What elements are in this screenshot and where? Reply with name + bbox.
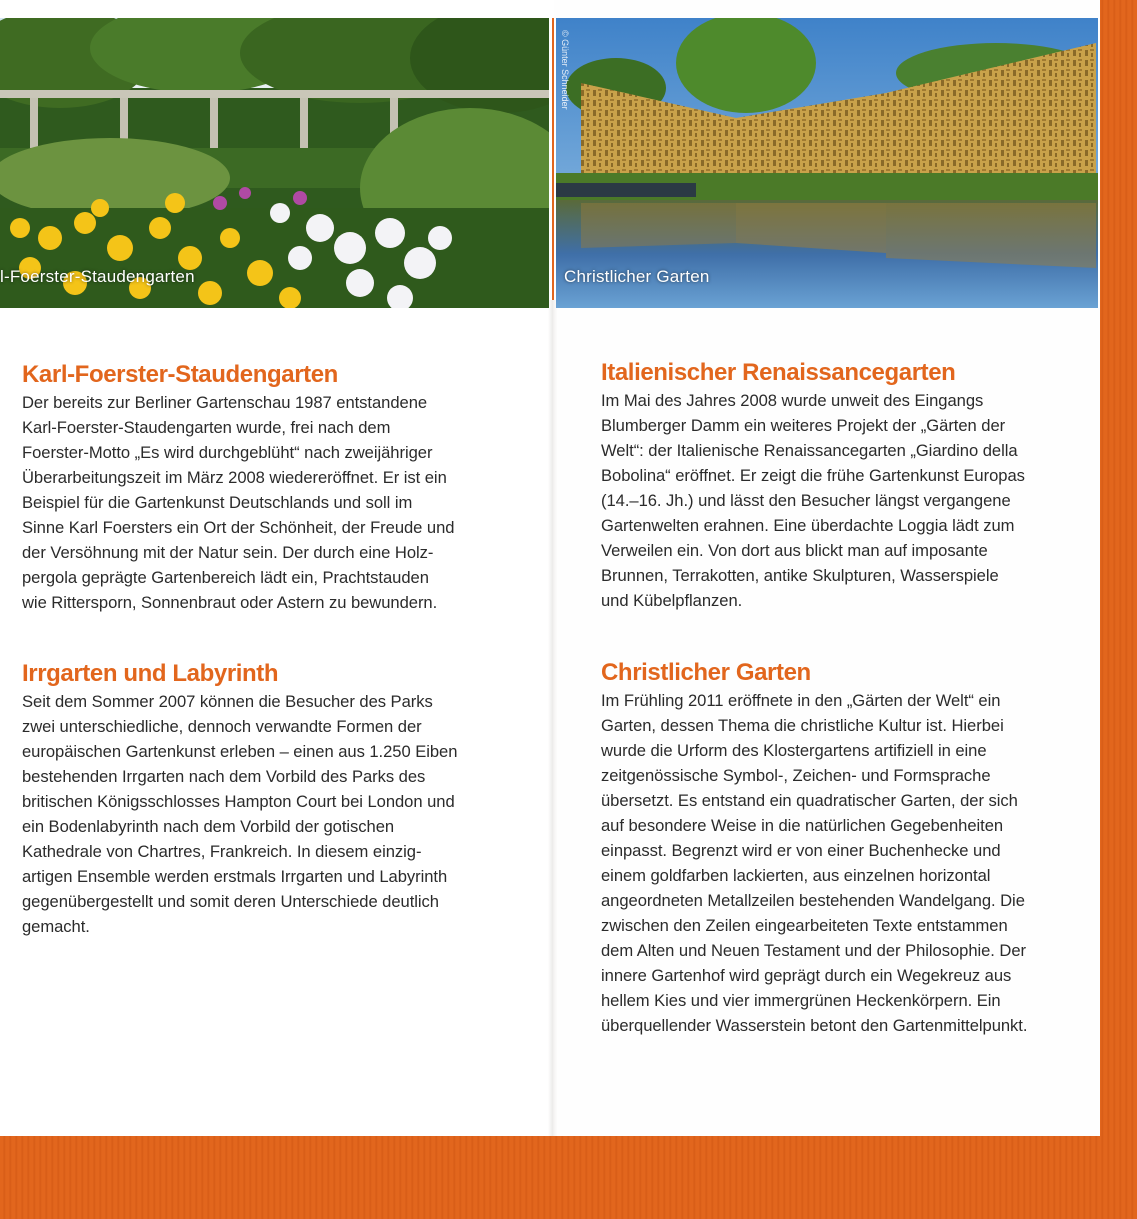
section-title: Christlicher Garten (601, 659, 811, 686)
section-body (22, 390, 502, 615)
section-title: Irrgarten und Labyrinth (22, 660, 279, 687)
section-title: Karl-Foerster-Staudengarten (22, 361, 338, 388)
text-line: Gartenwelten erahnen. Eine überdachte Loggia lädt zum (601, 516, 1015, 535)
section-irrgarten (22, 659, 502, 939)
text-line: innere Gartenhof wird geprägt durch ein Wegekreuz aus (601, 966, 1012, 985)
text-line: überquellender Wasserstein betont den Gartenmittelpunkt. (601, 1016, 1028, 1035)
text-line: europäischen Gartenkunst erleben – einen aus 1.250 Eiben (22, 742, 458, 761)
section-body (22, 689, 502, 939)
text-line: Überarbeitungszeit im März 2008 wiedereröffnet. Er ist ein (22, 468, 447, 487)
page-fold (548, 300, 558, 1136)
text-line: Im Mai des Jahres 2008 wurde unweit des Eingangs (601, 391, 984, 410)
photo-credit: © Günter Schneider (560, 30, 570, 110)
section-body (601, 688, 1081, 1038)
text-line: Blumberger Damm ein weiteres Projekt der „Gärten der (601, 416, 1006, 435)
text-line: wie Rittersporn, Sonnenbraut oder Astern zu bewundern. (22, 593, 438, 612)
text-line: Kathedrale von Chartres, Frankreich. In diesem einzig- (22, 842, 422, 861)
text-line: Garten, dessen Thema die christliche Kultur ist. Hierbei (601, 716, 1004, 735)
photo-staudengarten (0, 18, 549, 308)
text-line: Brunnen, Terrakotten, antike Skulpturen, Wasserspiele (601, 566, 999, 585)
text-line: ein Bodenlabyrinth nach dem Vorbild der gotischen (22, 817, 395, 836)
text-line: gemacht. (22, 917, 90, 936)
section-body (601, 388, 1081, 613)
text-line: auf besondere Weise in die natürlichen Gegebenheiten (601, 816, 1004, 835)
text-line: Bobolina“ eröffnet. Er zeigt die frühe Gartenkunst Europas (601, 466, 1025, 485)
section-karl-foerster (22, 360, 502, 615)
text-line: hellem Kies und vier immergrünen Heckenkörpern. Ein (601, 991, 1001, 1010)
text-line: Im Frühling 2011 eröffnete in den „Gärten der Welt“ ein (601, 691, 1001, 710)
text-line: pergola geprägte Gartenbereich lädt ein, Prachtstauden (22, 568, 429, 587)
text-line: bestehenden Irrgarten nach dem Vorbild des Parks des (22, 767, 426, 786)
text-line: und Kübelpflanzen. (601, 591, 743, 610)
text-line: angeordneten Metallzeilen bestehenden Wandelgang. Die (601, 891, 1025, 910)
text-line: einem goldfarben lackierten, aus einzelnen horizontal (601, 866, 991, 885)
text-line: wurde die Urform des Klostergartens artifiziell in eine (601, 741, 987, 760)
text-line: einpasst. Begrenzt wird er von einer Buchenhecke und (601, 841, 1001, 860)
text-line: Foerster-Motto „Es wird durchgeblüht“ nach zweijähriger (22, 443, 433, 462)
text-line: zwei unterschiedliche, dennoch verwandte Formen der (22, 717, 422, 736)
text-line: Seit dem Sommer 2007 können die Besucher des Parks (22, 692, 433, 711)
text-line: Welt“: der Italienische Renaissancegarten „Giardino della (601, 441, 1018, 460)
text-line: Karl-Foerster-Staudengarten wurde, frei nach dem (22, 418, 391, 437)
text-line: (14.–16. Jh.) und lässt den Besucher längst vergangene (601, 491, 1011, 510)
text-line: gegenübergestellt und somit deren Unterschiede deutlich (22, 892, 439, 911)
text-line: übersetzt. Es entstand ein quadratischer Garten, der sich (601, 791, 1018, 810)
photo-caption-right: Christlicher Garten (564, 267, 710, 286)
text-line: dem Alten und Neuen Testament und der Philosophie. Der (601, 941, 1027, 960)
text-line: zeitgenössische Symbol-, Zeichen- und Formsprache (601, 766, 991, 785)
text-line: der Versöhnung mit der Natur sein. Der durch eine Holz- (22, 543, 434, 562)
text-line: artigen Ensemble werden erstmals Irrgarten und Labyrinth (22, 867, 448, 886)
text-line: Beispiel für die Gartenkunst Deutschlands und soll im (22, 493, 413, 512)
text-line: Sinne Karl Foersters ein Ort der Schönheit, der Freude und (22, 518, 455, 537)
text-line: Der bereits zur Berliner Gartenschau 1987 entstandene (22, 393, 428, 412)
text-line: zwischen den Zeilen eingearbeiteten Texte entstammen (601, 916, 1008, 935)
photo-caption-left: l-Foerster-Staudengarten (0, 267, 195, 286)
section-christlicher-garten (601, 658, 1081, 1038)
section-title: Italienischer Renaissancegarten (601, 359, 956, 386)
section-renaissancegarten (601, 358, 1081, 613)
text-line: britischen Königsschlosses Hampton Court bei London und (22, 792, 455, 811)
text-line: Verweilen ein. Von dort aus blickt man auf imposante (601, 541, 988, 560)
photo-christlicher-garten (556, 18, 1098, 308)
